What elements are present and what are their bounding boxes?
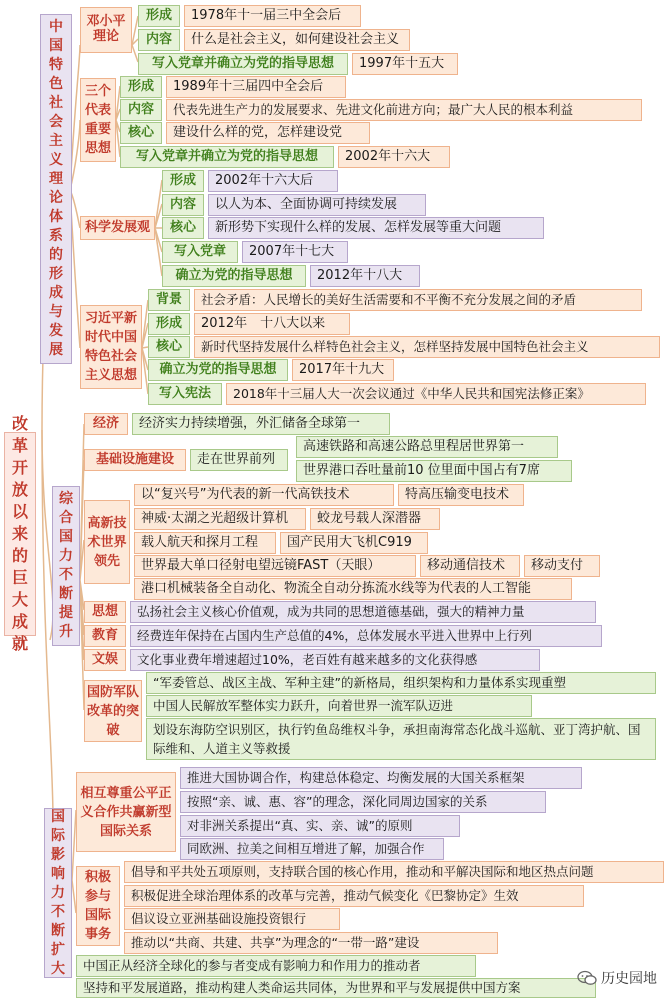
culture-node [84,649,126,671]
tech-item [398,484,524,506]
infra-item [296,460,572,482]
node-label: 基础设施建设 [95,451,174,467]
value-text: 坚持和平发展道路，推动构建人类命运共同体，为世界和平与发展提供中国方案 [83,979,521,995]
edu-node [84,625,126,647]
label-text: 确立为党的指导思想 [175,267,293,283]
root-label: 改革开放以来的巨大成就 [11,414,28,653]
three-formed-label [120,76,162,98]
xi-bg-label [148,289,190,311]
value-text: 1978年十一届三中全会后 [191,7,342,23]
label-text: 核心 [155,338,182,354]
node-label: 文娱 [91,651,118,667]
intl-summary [76,978,596,998]
intl-affairs-item [124,861,664,883]
infra-value [190,449,288,471]
infra-item [296,436,558,458]
deng-content-value [184,29,410,51]
three-content-value [166,99,642,121]
watermark-text: 历史园地 [601,971,657,987]
deng-written-label [138,53,348,75]
value-text: 新时代坚持发展什么样特色社会主义，怎样坚持发展中国特色社会主义 [201,338,589,354]
sci-written-value [242,241,348,263]
label-text: 背景 [155,291,182,307]
intl-affairs-item [124,908,340,930]
deng-node [80,7,132,53]
node-label: 三个代表重要思想 [84,84,111,156]
army-item [146,695,532,717]
node-label: 思想 [91,603,118,619]
xi-guide-value [292,359,394,381]
value-text: 划设东海防空识别区，执行钓鱼岛维权斗争，承担南海常态化战斗巡航、亚丁湾护航、国际维和、人道主义等救援 [153,722,641,756]
three-represents-node [80,78,116,162]
value-text: 2007年十七大 [249,243,335,259]
infra-node [84,449,186,471]
thought-node [84,601,126,623]
value-text: 特高压输变电技术 [405,486,510,502]
tech-item [420,555,520,577]
theory-branch [40,14,72,364]
value-text: 积极促进全球治理体系的改革与完善，推动气候变化《巴黎协定》生效 [131,887,519,903]
value-text: 2017年十九大 [299,361,385,377]
xi-const-label [148,383,222,405]
tech-item [134,508,306,530]
deng-label: 邓小平理论 [86,14,126,44]
intl-relations-item [180,815,460,837]
value-text: 神威·太湖之光超级计算机 [141,510,289,526]
value-text: 倡导和平共处五项原则，支持联合国的核心作用，推动和平解决国际和地区热点问题 [131,863,594,879]
node-label: 教育 [91,627,118,643]
deng-formed-label [138,5,180,27]
label-text: 内容 [145,31,172,47]
xi-formed-value [194,313,350,335]
thought-value [130,601,596,623]
three-core-value [166,122,370,144]
sci-content-value [208,194,426,216]
economy-value [132,413,390,435]
economy-node [84,413,128,435]
value-text: 中国正从经济全球化的参与者变成有影响力和作用力的推动者 [83,957,421,973]
value-text: 2012年十八大 [317,267,403,283]
value-text: 世界最大单口径射电望远镜FAST（天眼） [141,557,381,573]
value-text: 蛟龙号载人深潜器 [317,510,422,526]
label-text: 形成 [169,172,196,188]
deng-formed-value [184,5,361,27]
node-label: 习近平新时代中国特色社会主义思想 [84,311,137,383]
intl-relations-node [76,772,176,852]
three-content-label [120,99,162,121]
value-text: 推动以“共商、共建、共享”为理念的“一带一路”建设 [131,934,420,950]
deng-written-value [352,53,458,75]
army-item [146,672,656,694]
xi-const-value [226,383,646,405]
value-text: 同欧洲、拉美之间相互增进了解，加强合作 [187,840,425,856]
value-text: 弘扬社会主义核心价值观，成为共同的思想道德基础，强大的精神力量 [137,603,525,619]
sci-formed-value [208,170,338,192]
three-formed-value [166,76,346,98]
edu-value [130,625,602,647]
intl-label: 国际影响力不断扩大 [51,808,65,977]
sci-written-label [162,241,238,263]
sci-guide-label [162,265,306,287]
value-text: 代表先进生产力的发展要求、先进文化前进方向；最广大人民的根本利益 [173,101,574,117]
xi-core-value [194,336,660,358]
value-text: 移动通信技术 [427,557,506,573]
tech-node [84,500,130,584]
culture-value [130,649,540,671]
value-text: 移动支付 [531,557,584,573]
value-text: 建设什么样的党，怎样建设党 [173,124,343,140]
value-text: 按照“亲、诚、惠、容”的理念，深化同周边国家的关系 [187,793,488,809]
tech-item [134,555,416,577]
value-text: 经济实力持续增强，外汇储备全球第一 [139,415,361,431]
node-label: 科学发展观 [84,219,150,235]
label-text: 写入宪法 [158,385,211,401]
sci-core-value [208,217,544,239]
intl-relations-item [180,838,444,860]
label-text: 核心 [127,124,154,140]
value-text: 什么是社会主义，如何建设社会主义 [191,31,400,47]
sci-dev-node [80,216,155,240]
intl-affairs-item [124,932,498,954]
label-text: 写入党章并确立为党的指导思想 [135,148,318,164]
value-text: 中国人民解放军整体实力跃升，向着世界一流军队迈进 [153,697,454,713]
value-text: 文化事业费年增速超过10%，老百姓有越来越多的文化获得感 [137,651,478,667]
power-label: 综合国力不断提升 [59,491,73,640]
label-text: 核心 [169,219,196,235]
label-text: 写入党章并确立为党的指导思想 [151,55,334,71]
tech-item [134,532,276,554]
value-text: 1997年十五大 [359,55,445,71]
value-text: 国产民用大飞机C919 [287,534,412,550]
value-text: 2002年十六大后 [215,172,314,188]
tech-item [280,532,428,554]
value-text: 以“复兴号”为代表的新一代高铁技术 [141,486,350,502]
value-text: “军委管总、战区主战、军种主建”的新格局，组织架构和力量体系实现重塑 [153,674,566,690]
value-text: 经费连年保持在占国内生产总值的4%，总体发展水平进入世界中上行列 [137,627,532,643]
xi-bg-value [194,289,642,311]
value-text: 推进大国协调合作，构建总体稳定、均衡发展的大国关系框架 [187,769,525,785]
xi-formed-label [148,313,190,335]
tech-item [134,578,572,600]
value-text: 载人航天和探月工程 [141,534,259,550]
intl-affairs-node [76,866,120,946]
value-text: 社会矛盾：人民增长的美好生活需要和不平衡不充分发展之间的矛盾 [201,291,577,307]
xi-guide-label [148,359,288,381]
tech-item [524,555,600,577]
three-written-label [120,146,334,168]
value-text: 走在世界前列 [197,451,276,467]
value-text: 2002年十六大 [345,148,431,164]
label-text: 内容 [169,196,196,212]
sci-guide-value [310,265,420,287]
value-text: 1989年十三届四中全会后 [173,78,324,94]
label-text: 形成 [145,7,172,23]
sci-formed-label [162,170,204,192]
label-text: 写入党章 [173,243,226,259]
three-core-label [120,122,162,144]
label-text: 形成 [127,78,154,94]
wechat-icon [577,970,597,986]
node-label: 经济 [92,415,119,431]
intl-summary [76,955,476,977]
value-text: 新形势下实现什么样的发展、怎样发展等重大问题 [215,219,502,235]
node-label: 国防军队改革的突破 [87,684,140,738]
node-label: 相互尊重公平正义合作共赢新型国际关系 [80,785,172,839]
army-node [84,680,142,742]
intl-branch [44,808,72,978]
tech-item [310,508,440,530]
xi-core-label [148,336,190,358]
value-text: 世界港口吞吐量前10 位里面中国占有7席 [303,462,540,478]
value-text: 倡议设立亚洲基础设施投资银行 [131,910,307,926]
intl-relations-item [180,767,582,789]
three-written-value [338,146,450,168]
intl-relations-item [180,791,546,813]
label-text: 形成 [155,315,182,331]
theory-label: 中国特色社会主义理论体系的形成与发展 [49,19,63,358]
label-text: 确立为党的指导思想 [159,361,277,377]
value-text: 2018年十三届人大一次会议通过《中华人民共和国宪法修正案》 [233,385,590,401]
deng-content-label [138,29,180,51]
watermark [577,968,657,988]
node-label: 积极参与国际事务 [84,870,111,942]
value-text: 高速铁路和高速公路总里程居世界第一 [303,438,525,454]
xi-thought-node [80,305,142,389]
value-text: 2012年 十八大以来 [201,315,326,331]
value-text: 对非洲关系提出“真、实、亲、诚”的原则 [187,817,413,833]
army-item [146,718,656,760]
sci-content-label [162,194,204,216]
intl-affairs-item [124,885,584,907]
power-branch [52,486,80,646]
node-label: 高新技术世界领先 [87,515,127,569]
value-text: 以人为本、全面协调可持续发展 [215,196,398,212]
sci-core-label [162,217,204,239]
tech-item [134,484,394,506]
root-node [4,414,36,653]
value-text: 港口机械装备全自动化、物流全自动分拣流水线等为代表的人工智能 [141,580,532,596]
label-text: 内容 [127,101,154,117]
